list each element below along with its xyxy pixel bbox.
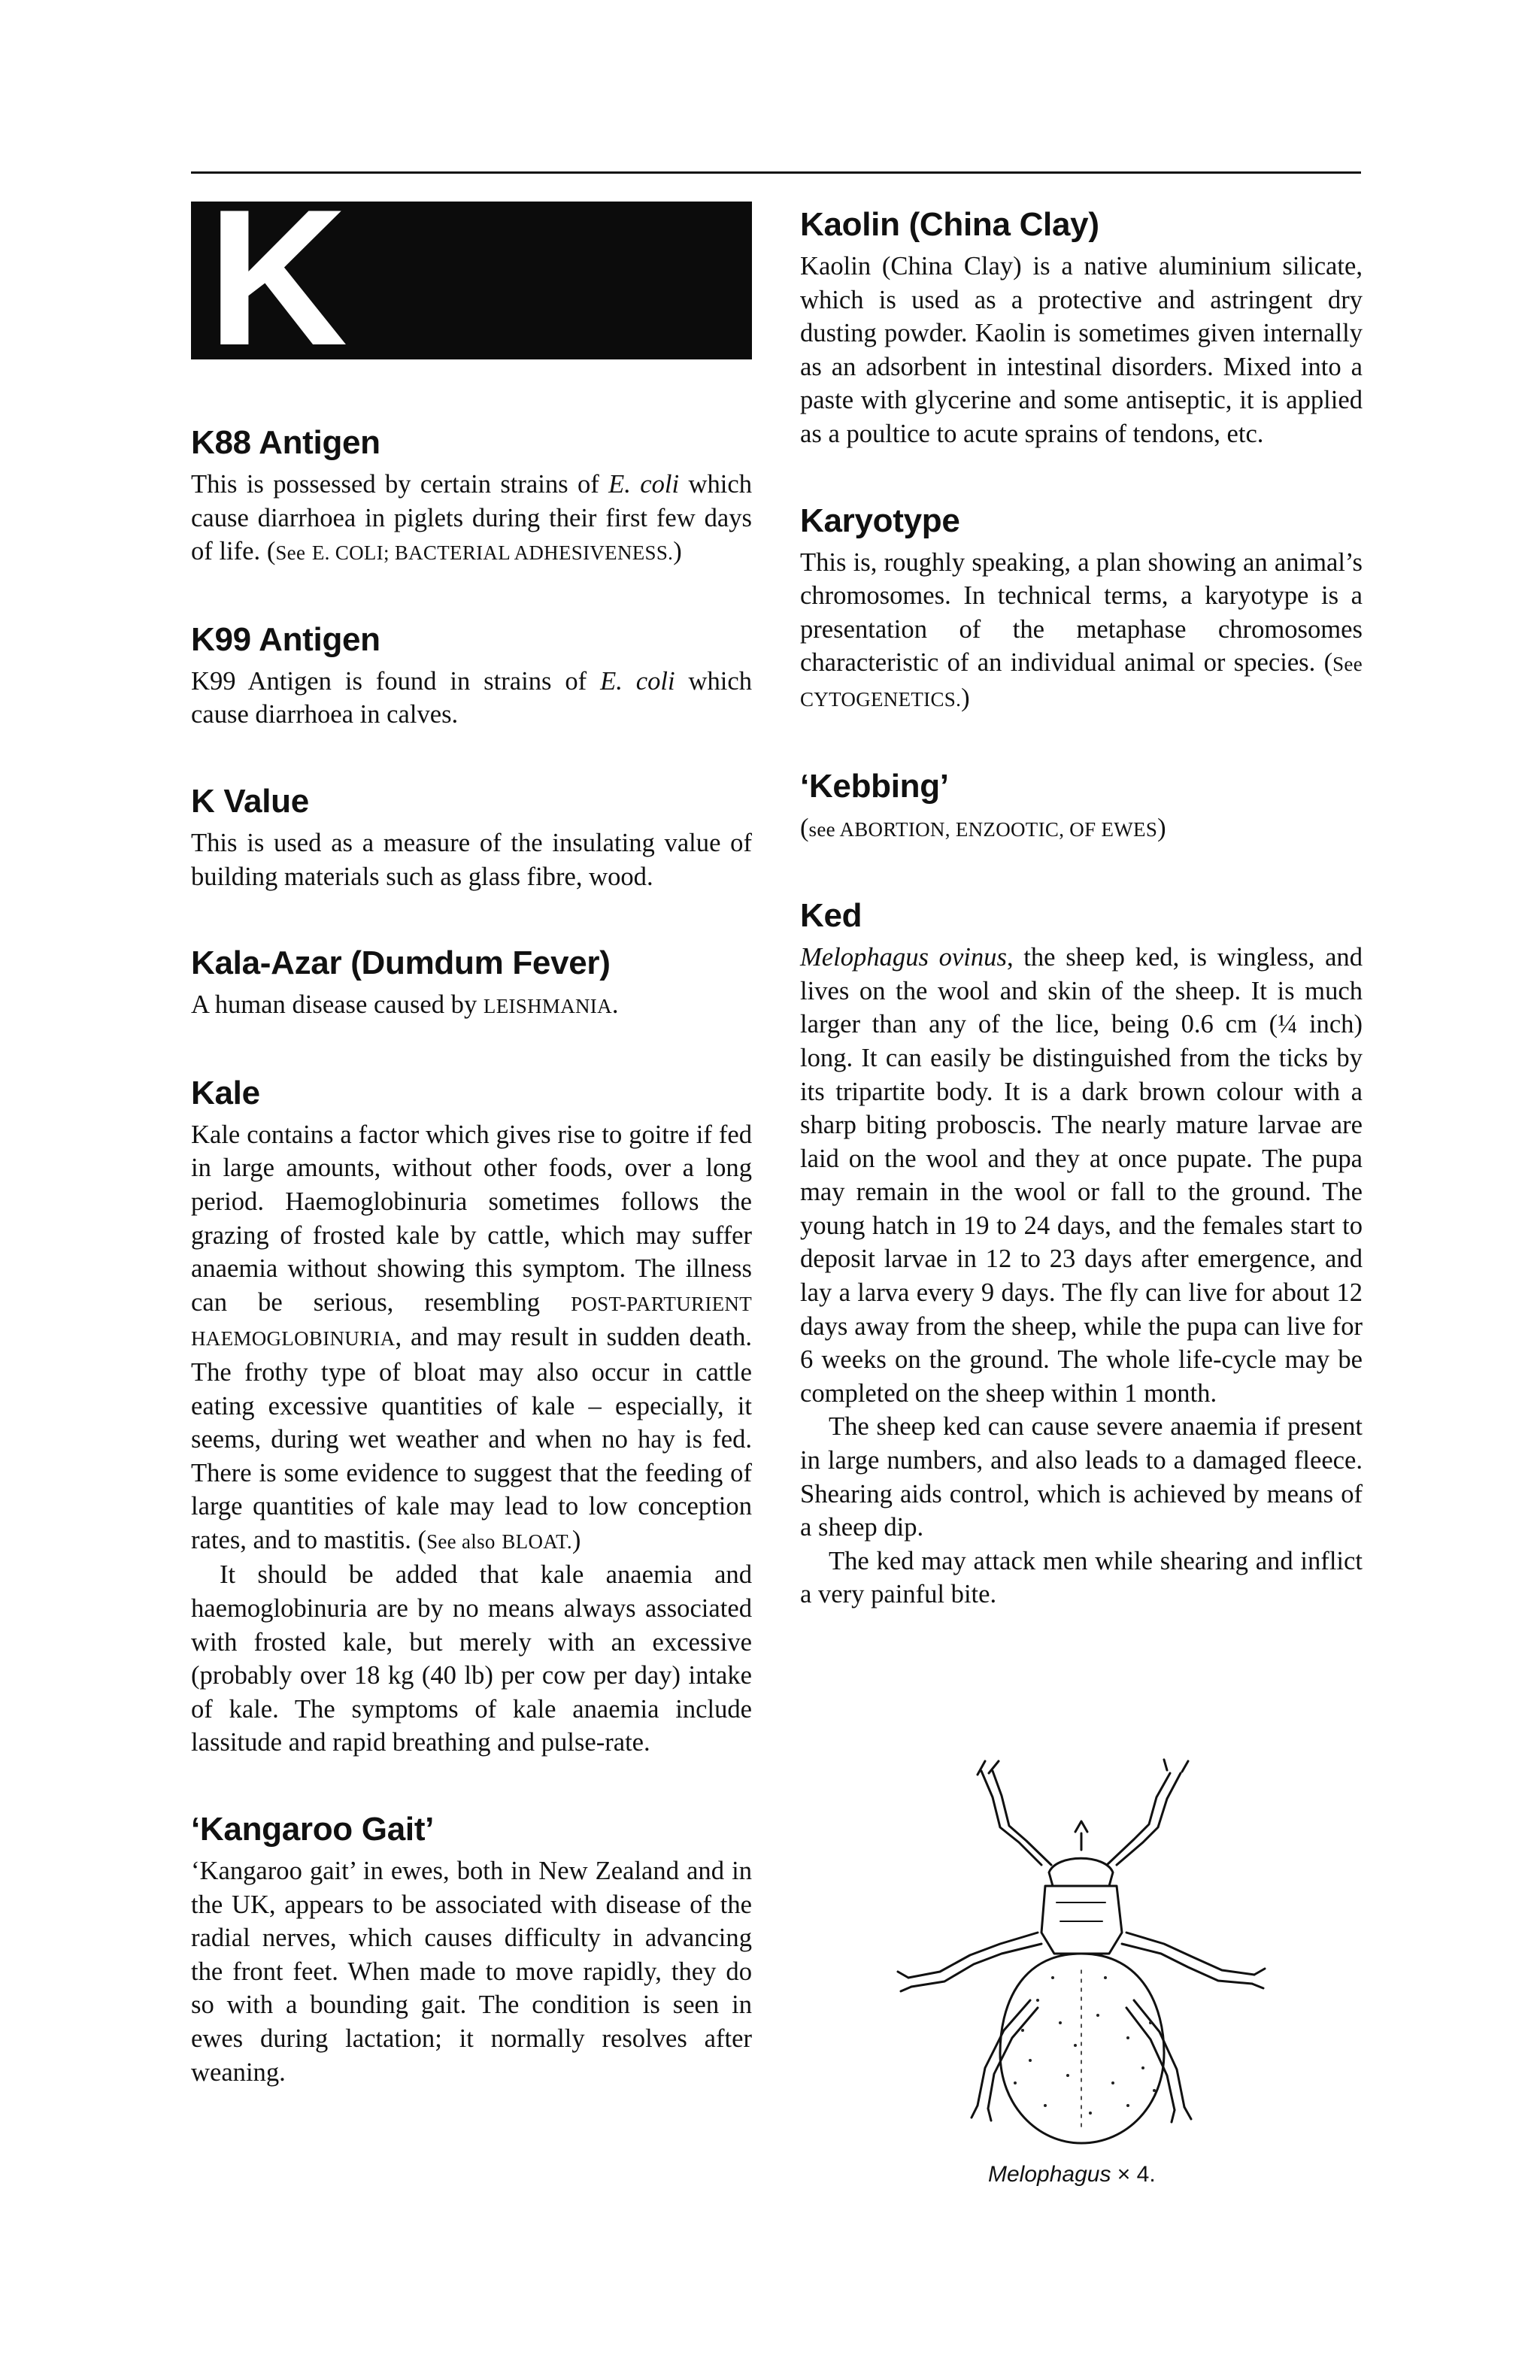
entry-k-value [191,780,752,893]
entry-title: K99 Antigen [191,620,380,658]
entry-title: Ked [800,897,862,935]
entry-title: K88 Antigen [191,424,380,461]
entry-title: Karyotype [800,502,960,539]
entry-k99-antigen [191,618,752,732]
cross-reference: POST-PARTURIENT HAEMOGLOBINURIA [191,1292,752,1351]
cross-reference: E. COLI; BACTERIAL ADHESIVENESS. [311,541,674,565]
entry-kangaroo-gait [191,1808,752,2089]
entry-text: Kaolin (China Clay) is a native aluminium silicate, which is used as a protective and astringent dry dusting powder. Kaolin is sometimes given internally as an adsorbent in intestinal disorders. Mixed into a paste with glycerine and some antiseptic, it is applied as a poultice to acute sprains of tendons, etc. [800,252,1363,448]
section-letter-block [191,202,752,359]
entry-title: ‘Kangaroo Gait’ [191,1811,435,1848]
entry-text: This is used as a measure of the insulating value of building materials such as glass fibre, wood. [191,828,752,891]
top-rule [191,171,1361,174]
entry-text: A human disease caused by LEISHMANIA. [191,990,619,1020]
entry-text: This is possessed by certain strains of E. coli which cause diarrhoea in piglets during their first few days of life. (See E. COLI; BACTERIAL ADHESIVENESS.) [191,470,752,566]
entry-text: K99 Antigen is found in strains of E. coli which cause diarrhoea in calves. [191,666,753,729]
right-column [800,203,1363,1660]
entry-ked [800,894,1363,1611]
entry-text-continued: It should be added that kale anaemia and haemoglobinuria are by no means always associated with frosted kale, but merely with an excessive (probably over 18 kg (40 lb) per cow per day) intake of kale. The symptoms of kale anaemia include lassitude and rapid breathing and pulse-rate. [191,1560,752,1757]
entry-title: Kale [191,1074,260,1111]
entry-text: This is, roughly speaking, a plan showing an animal’s chromosomes. In technical terms, a karyotype is a presentation of the metaphase chromosomes characteristic of an individual animal or species. (See CYTOGENETICS.) [800,547,1363,712]
entry-karyotype [800,499,1363,717]
cross-reference: BLOAT. [502,1530,572,1553]
entry-kala-azar [191,941,752,1023]
cross-reference: CYTOGENETICS. [800,687,962,711]
entry-text: (see ABORTION, ENZOOTIC, OF EWES) [800,813,1166,842]
entry-text: Kale contains a factor which gives rise to goitre if fed in large amounts, without other foods, over a long period. Haemoglobinuria sometimes follows the grazing of frosted kale by cattle, which may suffer anaemia without showing this symptom. The illness can be serious, resembling POST-PARTURIENT HAEMOGLOBINURIA, and may result in sudden death. The frothy type of bloat may also occur in cattle eating excessive quantities of kale – especially, it seems, during wet weather and when no hay is fed. There is some evidence to suggest that the feeding of large quantities of kale may lead to low conception rates, and to mastitis. (See also BLOAT.) [191,1120,752,1554]
entry-text: ‘Kangaroo gait’ in ewes, both in New Zealand and in the UK, appears to be associated with disease of the radial nerves, which causes difficulty in advancing the front feet. When made to move rapidly, they do so with a bounding gait. The condition is seen in ewes during lactation; it normally resolves after weaning. [191,1857,752,2087]
figure-caption: Melophagus × 4. [988,2162,1156,2187]
entry-k88-antigen [191,421,752,570]
entry-text: Melophagus ovinus, the sheep ked, is wingless, and lives on the wool and skin of the sheep. It is much larger than any of the lice, being 0.6 cm (¼ inch) long. It can easily be distinguished from the ticks by its tripartite body. It is a dark brown colour with a sharp biting proboscis. The nearly mature larvae are laid on the wool and they at once pupate. The pupa may remain in the wool or fall to the ground. The young hatch in 19 to 24 days, and the females start to deposit larvae in 12 to 23 days after emergence, and lay a larva every 9 days. The fly can live for about 12 days away from the sheep, while the pupa can live for 6 weeks on the ground. The whole life-cycle may be completed on the sheep within 1 month. [800,943,1363,1408]
section-letter: K [208,202,348,359]
entry-title: ‘Kebbing’ [800,767,949,805]
entry-title: K Value [191,782,309,820]
entry-title: Kala-Azar (Dumdum Fever) [191,944,611,982]
entry-text-continued: The sheep ked can cause severe anaemia if present in large numbers, and also leads to a damaged fleece. Shearing aids control, which is achieved by means of a sheep dip. [800,1412,1363,1542]
entry-title: Kaolin (China Clay) [800,206,1099,243]
entry-text-continued: The ked may attack men while shearing and inflict a very painful bite. [800,1546,1363,1609]
cross-reference: LEISHMANIA [483,995,612,1018]
sheep-ked-illustration [887,1752,1278,2188]
entry-kale [191,1072,752,1760]
entry-kaolin [800,203,1363,451]
cross-reference: see ABORTION, ENZOOTIC, OF EWES [808,817,1158,841]
entry-kebbing [800,765,1363,847]
left-column [191,421,752,2137]
